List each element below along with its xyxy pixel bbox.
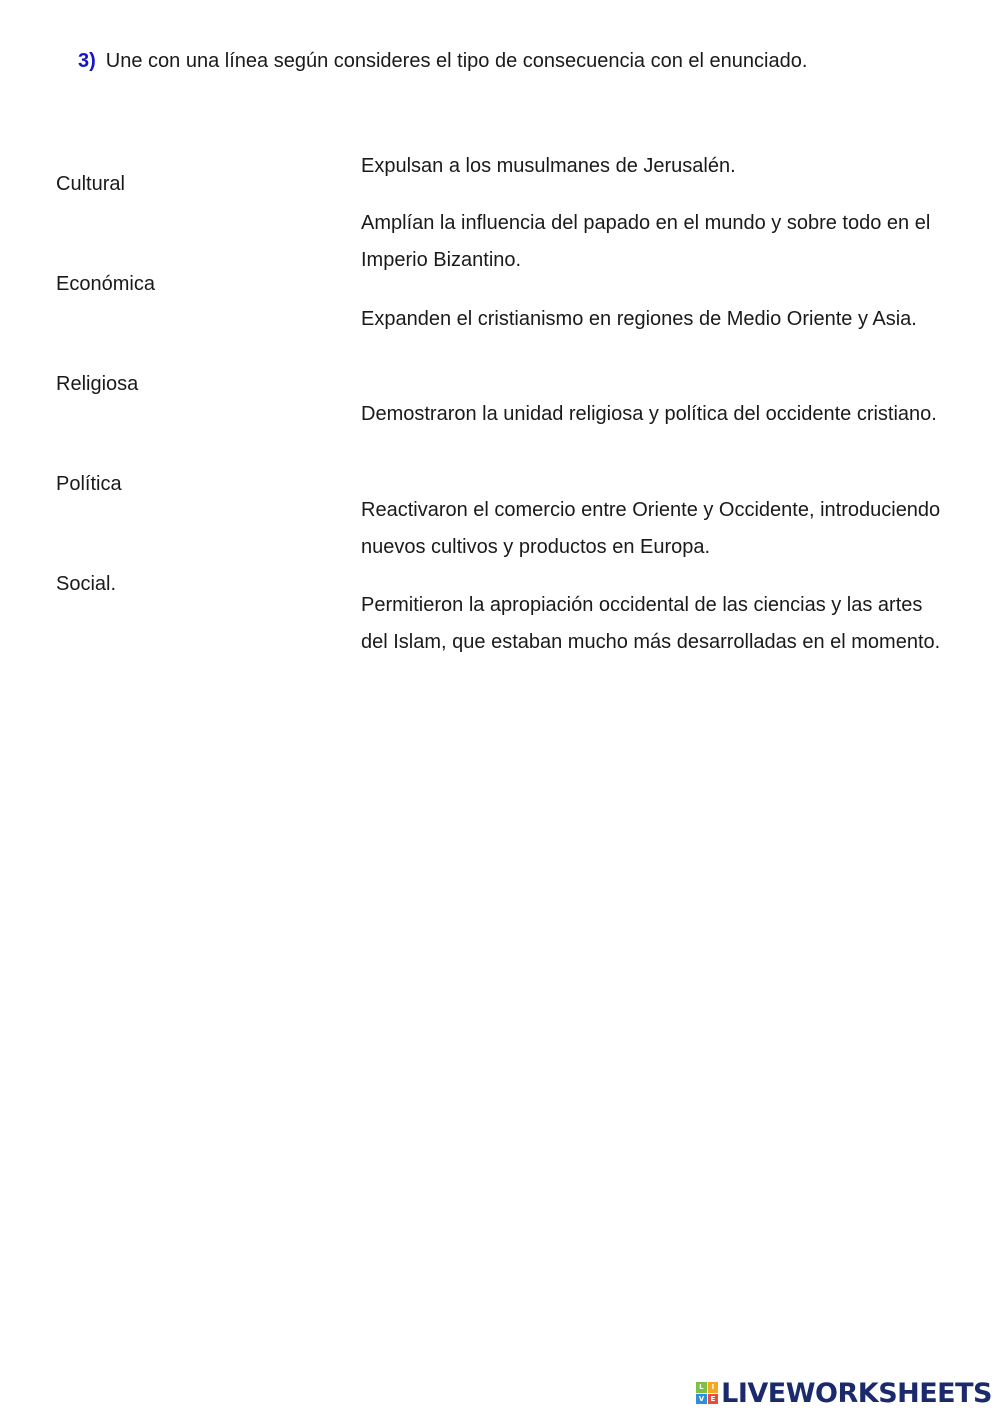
question-header (78, 47, 807, 75)
liveworksheets-logo (696, 1378, 992, 1408)
statement-3[interactable]: Expanden el cristianismo en regiones de Medio Oriente y Asia. (361, 308, 917, 330)
term-economica[interactable]: Económica (56, 273, 155, 295)
term-social[interactable]: Social. (56, 573, 117, 595)
liveworksheets-mark-icon: L I V E (696, 1382, 718, 1404)
term-religiosa[interactable]: Religiosa (56, 373, 139, 395)
question-prompt: Une con una línea según consideres el tipo de consecuencia con el enunciado. (105, 50, 808, 72)
term-politica[interactable]: Política (56, 473, 122, 495)
term-cultural[interactable]: Cultural (56, 173, 125, 195)
statement-4[interactable]: Demostraron la unidad religiosa y política del occidente cristiano. (361, 403, 937, 425)
statement-6[interactable]: Permitieron la apropiación occidental de las ciencias y las artes del Islam, que estaban mucho más desarrolladas en el momento. (361, 594, 941, 653)
statement-1[interactable]: Expulsan a los musulmanes de Jerusalén. (361, 155, 736, 177)
liveworksheets-logo-text: LIVEWORKSHEETS (721, 1377, 992, 1409)
statement-5[interactable]: Reactivaron el comercio entre Oriente y Occidente, introduciendo nuevos cultivos y productos en Europa. (361, 499, 941, 558)
statement-2[interactable]: Amplían la influencia del papado en el mundo y sobre todo en el Imperio Bizantino. (361, 212, 931, 271)
question-number: 3) (78, 50, 96, 72)
